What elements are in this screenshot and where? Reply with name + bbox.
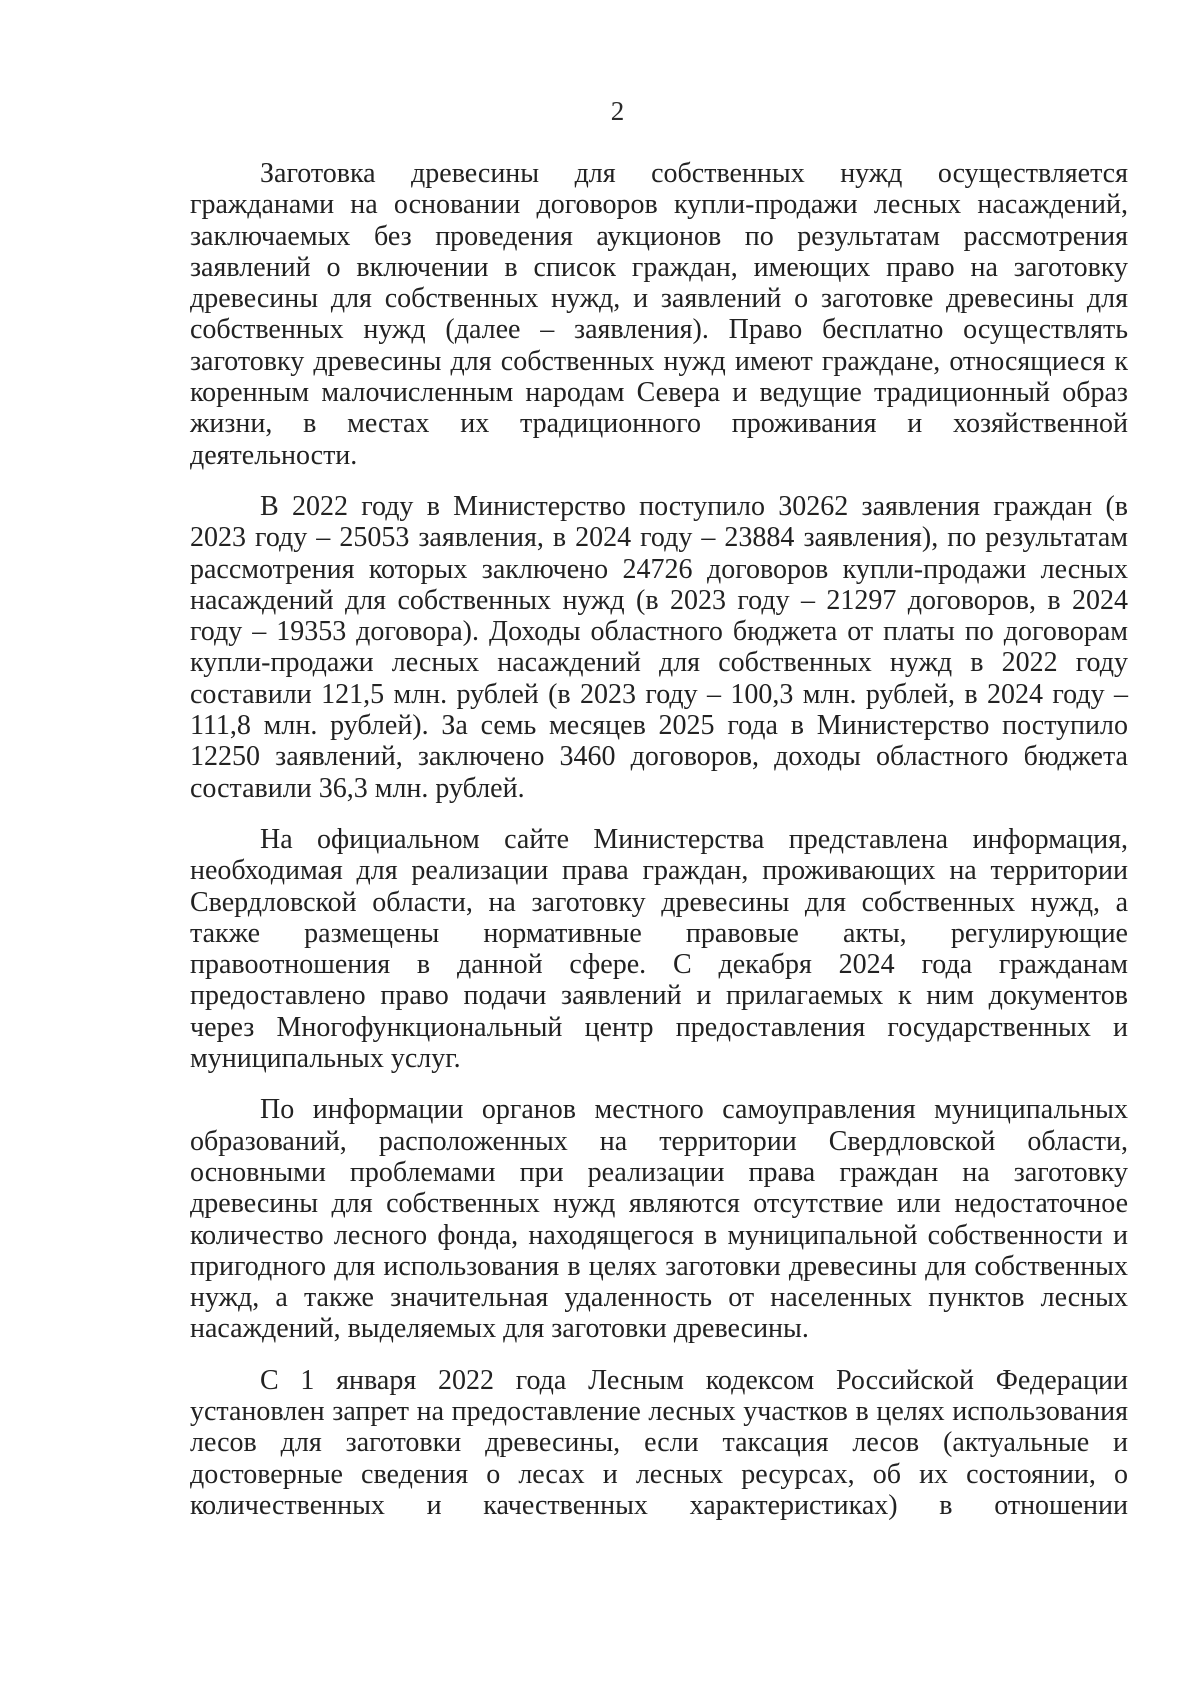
paragraph-timber-harvesting: Заготовка древесины для собственных нужд осуществляется гражданами на основании договоров купли-продажи лесных насаждений, заключаемых без проведения аукционов по результатам рассмотрения заявлений о включении в список граждан, имеющих право на заготовку древесины для собственных нужд, и заявлений о заготовке древесины для собственных нужд (далее – заявления). Право бесплатно осуществлять заготовку древесины для собственных нужд имеют граждане, относящиеся к коренным малочисленным народам Севера и ведущие традиционный образ жизни, в местах их традиционного проживания и хозяйственной деятельности. — [190, 158, 1128, 471]
page-number: 2 — [610, 96, 625, 126]
paragraph-official-site: На официальном сайте Министерства представлена информация, необходимая для реализации права граждан, проживающих на территории Свердловской области, на заготовку древесины для собственных нужд, а также размещены нормативные правовые акты, регулирующие правоотношения в данной сфере. С декабря 2024 года гражданам предоставлено право подачи заявлений и прилагаемых к ним документов через Многофункциональный центр предоставления государственных и муниципальных услуг. — [190, 823, 1128, 1075]
document-body — [190, 158, 1128, 1541]
paragraph-statistics: В 2022 году в Министерство поступило 30262 заявления граждан (в 2023 году – 25053 заявления, в 2024 году – 23884 заявления), по результатам рассмотрения которых заключено 24726 договоров купли-продажи лесных насаждений для собственных нужд (в 2023 году – 21297 договоров, в 2024 году – 19353 договора). Доходы областного бюджета от платы по договорам купли-продажи лесных насаждений для собственных нужд в 2022 году составили 121,5 млн. рублей (в 2023 году – 100,3 млн. рублей, в 2024 году – 111,8 млн. рублей). За семь месяцев 2025 года в Министерство поступило 12250 заявлений, заключено 3460 договоров, доходы областного бюджета составили 36,3 млн. рублей. — [190, 490, 1128, 804]
paragraph-forest-code: С 1 января 2022 года Лесным кодексом Российской Федерации установлен запрет на предоставление лесных участков в целях использования лесов для заготовки древесины, если таксация лесов (актуальные и достоверные сведения о лесах и лесных ресурсах, об их состоянии, о количественных и качественных характеристиках) в отношении — [190, 1364, 1128, 1521]
paragraph-problems: По информации органов местного самоуправления муниципальных образований, расположенных на территории Свердловской области, основными проблемами при реализации права граждан на заготовку древесины для собственных нужд являются отсутствие или недостаточное количество лесного фонда, находящегося в муниципальной собственности и пригодного для использования в целях заготовки древесины для собственных нужд, а также значительная удаленность от населенных пунктов лесных насаждений, выделяемых для заготовки древесины. — [190, 1094, 1128, 1345]
